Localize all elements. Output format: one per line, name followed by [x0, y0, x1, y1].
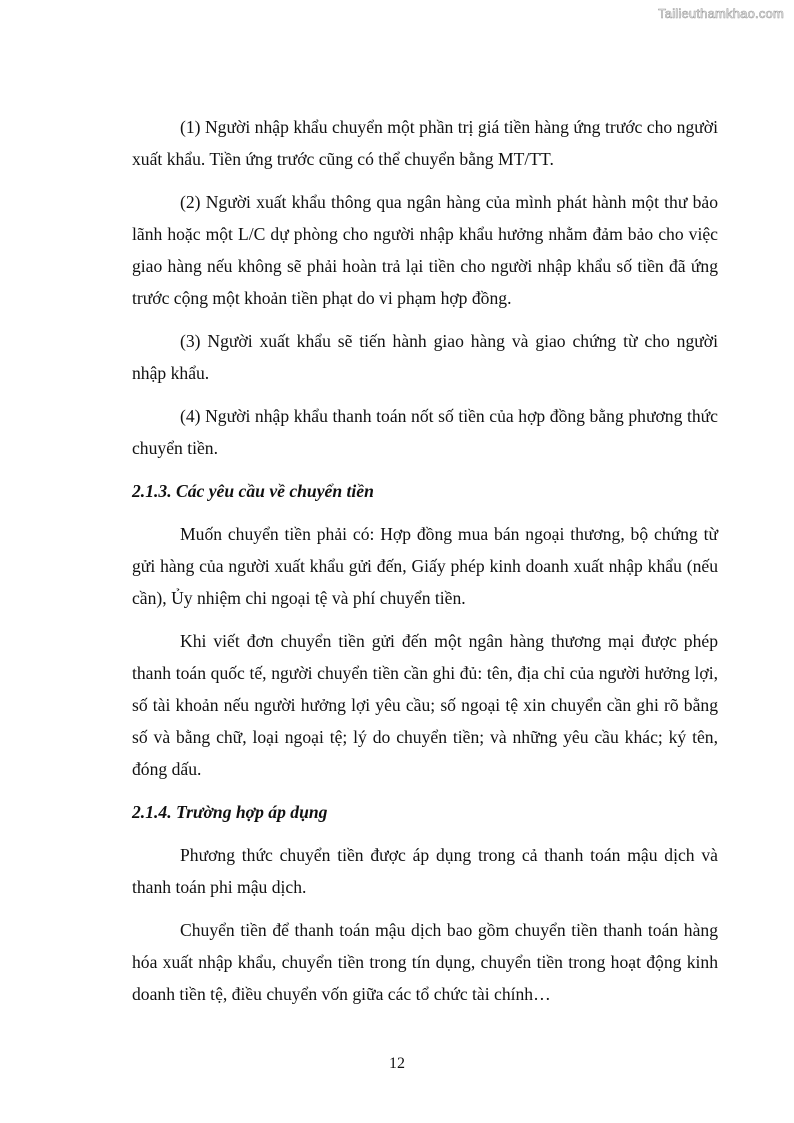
paragraph-application-form: Khi viết đơn chuyển tiền gửi đến một ngân hàng thương mại được phép thanh toán quốc tế, người chuyển tiền cần ghi đủ: tên, địa chỉ của người hưởng lợi, số tài khoản nếu người hưởng lợi yêu cầu; số ngoại tệ xin chuyển cần ghi rõ bằng số và bằng chữ, loại ngoại tệ; lý do chuyển tiền; và những yêu cầu khác; ký tên, đóng dấu.	[132, 631, 718, 779]
paragraph-trade-transfers: Chuyển tiền để thanh toán mậu dịch bao gồm chuyển tiền thanh toán hàng hóa xuất nhập khẩu, chuyển tiền trong tín dụng, chuyển tiền trong hoạt động kinh doanh tiền tệ, điều chuyển vốn giữa các tổ chức tài chính…	[132, 920, 718, 1004]
page-number: 12	[389, 1055, 405, 1072]
section-heading-2-1-4: 2.1.4. Trường hợp áp dụng	[132, 802, 328, 822]
paragraph-scope: Phương thức chuyển tiền được áp dụng trong cả thanh toán mậu dịch và thanh toán phi mậu dịch.	[132, 845, 718, 897]
page-body	[132, 111, 718, 1021]
paragraph-step-1: (1) Người nhập khẩu chuyển một phần trị giá tiền hàng ứng trước cho người xuất khẩu. Tiền ứng trước cũng có thể chuyển bằng MT/TT.	[132, 117, 718, 169]
paragraph-step-2: (2) Người xuất khẩu thông qua ngân hàng của mình phát hành một thư bảo lãnh hoặc một L/C dự phòng cho người nhập khẩu hưởng nhằm đảm bảo cho việc giao hàng nếu không sẽ phải hoàn trả lại tiền cho người nhập khẩu số tiền đã ứng trước cộng một khoản tiền phạt do vi phạm hợp đồng.	[132, 192, 718, 308]
paragraph-requirements: Muốn chuyển tiền phải có: Hợp đồng mua bán ngoại thương, bộ chứng từ gửi hàng của người xuất khẩu gửi đến, Giấy phép kinh doanh xuất nhập khẩu (nếu cần), Ủy nhiệm chi ngoại tệ và phí chuyển tiền.	[132, 524, 718, 608]
watermark: Tailieuthamkhao.com	[658, 6, 784, 21]
paragraph-step-3: (3) Người xuất khẩu sẽ tiến hành giao hàng và giao chứng từ cho người nhập khẩu.	[132, 331, 718, 383]
paragraph-step-4: (4) Người nhập khẩu thanh toán nốt số tiền của hợp đồng bằng phương thức chuyển tiền.	[132, 406, 718, 458]
section-heading-2-1-3: 2.1.3. Các yêu cầu về chuyển tiền	[132, 481, 374, 501]
